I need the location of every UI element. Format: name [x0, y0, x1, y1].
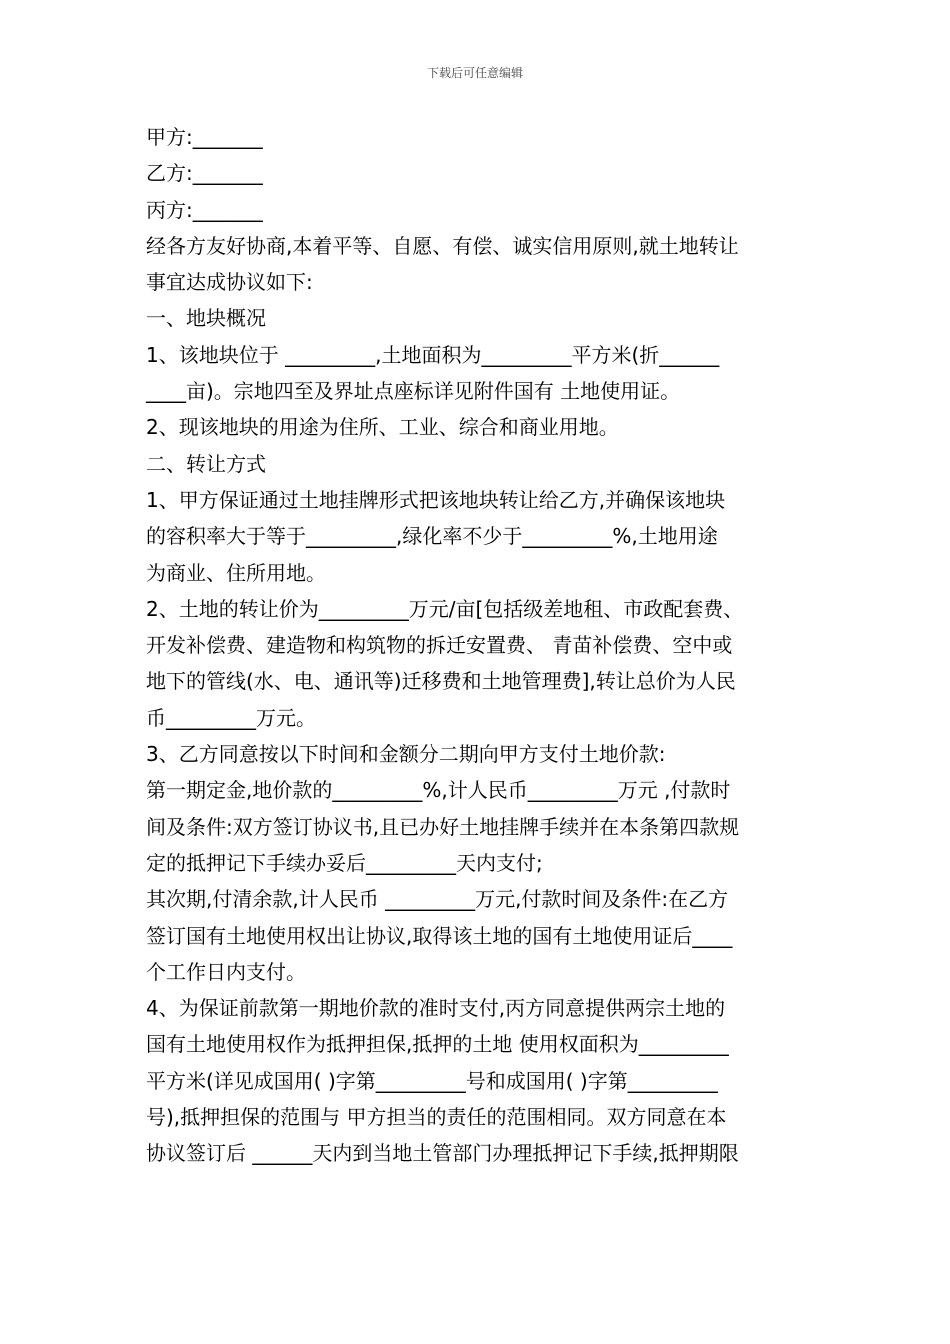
clause-line: 2、现该地块的用途为住所、工业、综合和商业用地。 [146, 415, 619, 440]
clause-line: 号),抵押担保的范围与 甲方担当的责任的范围相同。双方同意在本 [146, 1105, 727, 1130]
clause-line: 其次期,付清余款,计人民币 _________万元,付款时间及条件:在乙方 [146, 887, 729, 912]
preamble-line: 事宜达成协议如下: [146, 270, 313, 295]
preamble-line: 经各方友好协商,本着平等、自愿、有偿、诚实信用原则,就土地转让 [146, 233, 739, 258]
section-heading: 一、地块概况 [146, 306, 266, 331]
section-heading: 二、转让方式 [146, 451, 266, 476]
party-b-line: 乙方:_______ [146, 161, 263, 186]
party-c-line: 丙方:_______ [146, 197, 263, 222]
clause-line: 1、甲方保证通过土地挂牌形式把该地块转让给乙方,并确保该地块 [146, 487, 726, 512]
clause-line: 协议签订后 ______天内到当地土管部门办理抵押记下手续,抵押期限 [146, 1141, 739, 1166]
clause-line: 1、该地块位于 _________,土地面积为_________平方米(折______ [146, 342, 720, 367]
clause-line: 为商业、住所用地。 [146, 560, 326, 585]
clause-line: 个工作日内支付。 [146, 959, 306, 984]
clause-line: 签订国有土地使用权出让协议,取得该土地的国有土地使用证后____ [146, 923, 733, 948]
clause-line: 间及条件:双方签订协议书,且已办好土地挂牌手续并在本条第四款规 [146, 814, 740, 839]
clause-line: 的容积率大于等于_________,绿化率不少于_________%,土地用途 [146, 524, 718, 549]
clause-line: 3、乙方同意按以下时间和金额分二期向甲方支付土地价款: [146, 742, 666, 767]
clause-line: 平方米(详见成国用( )字第_________号和成国用( )字第_________ [146, 1068, 718, 1093]
clause-line: 第一期定金,地价款的_________%,计人民币_________万元 ,付款时 [146, 778, 731, 803]
clause-line: 国有土地使用权作为抵押担保,抵押的土地 使用权面积为_________ [146, 1032, 729, 1057]
clause-line: 币_________万元。 [146, 705, 316, 730]
clause-line: 4、为保证前款第一期地价款的准时支付,丙方同意提供两宗土地的 [146, 996, 726, 1021]
clause-line: 地下的管线(水、电、通讯等)迁移费和土地管理费],转让总价为人民 [146, 669, 736, 694]
clause-line: 定的抵押记下手续办妥后_________天内支付; [146, 850, 543, 875]
document-body [146, 119, 822, 1172]
clause-line: ____亩)。宗地四至及界址点座标详见附件国有 土地使用证。 [146, 379, 681, 404]
page-header-note: 下载后可任意编辑 [426, 66, 523, 80]
clause-line: 2、土地的转让价为_________万元/亩[包括级差地租、市政配套费、 [146, 596, 744, 621]
party-a-line: 甲方:_______ [146, 125, 263, 149]
clause-line: 开发补偿费、建造物和构筑物的拆迁安置费、 青苗补偿费、空中或 [146, 633, 733, 658]
